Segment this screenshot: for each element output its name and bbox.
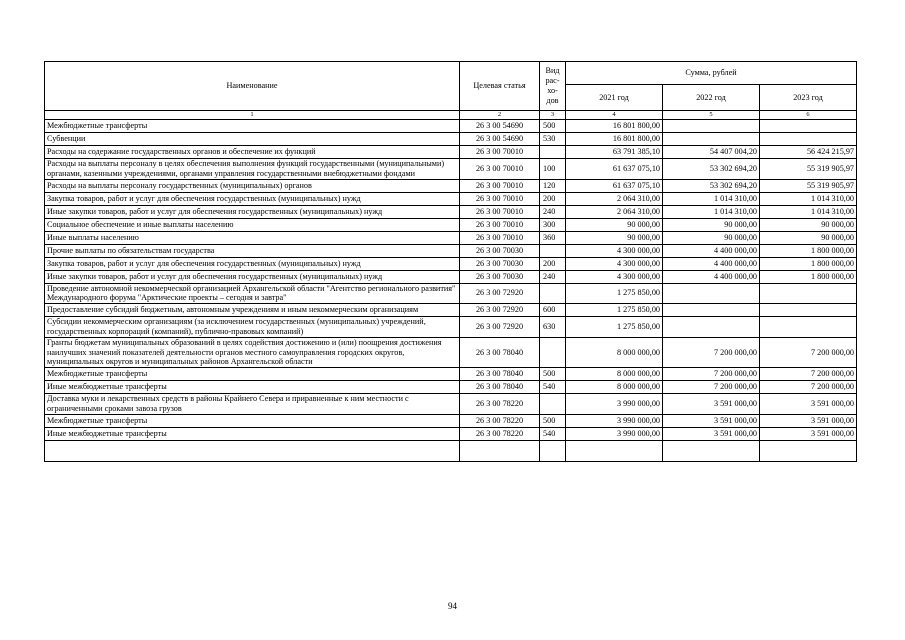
row-sum-2023-cell: 56 424 215,97 xyxy=(760,146,857,159)
row-expense-type-cell: 120 xyxy=(540,179,566,192)
table-row xyxy=(45,146,857,159)
table-row xyxy=(45,257,857,270)
row-target-article-cell: 26 3 00 70010 xyxy=(460,159,540,180)
table-row xyxy=(45,244,857,257)
header-year-2021: 2021 год xyxy=(566,85,663,111)
row-target-article-cell: 26 3 00 70010 xyxy=(460,218,540,231)
row-target-article-cell: 26 3 00 72920 xyxy=(460,283,540,304)
row-sum-2023-cell: 3 591 000,00 xyxy=(760,427,857,440)
table-row xyxy=(45,133,857,146)
row-name-cell: Закупка товаров, работ и услуг для обеспечения государственных (муниципальных) нужд xyxy=(45,192,460,205)
row-sum-2022-cell: 3 591 000,00 xyxy=(663,394,760,415)
table-row xyxy=(45,337,857,367)
row-name-cell: Иные межбюджетные трансферты xyxy=(45,381,460,394)
row-expense-type-cell: 500 xyxy=(540,368,566,381)
table-row xyxy=(45,205,857,218)
row-expense-type-cell: 500 xyxy=(540,120,566,133)
empty-row xyxy=(45,440,857,461)
table-row xyxy=(45,159,857,180)
row-sum-2021-cell: 8 000 000,00 xyxy=(566,381,663,394)
header-row-top xyxy=(45,62,857,85)
page-number: 94 xyxy=(448,601,457,611)
row-target-article-cell: 26 3 00 70010 xyxy=(460,179,540,192)
row-target-article-cell: 26 3 00 78040 xyxy=(460,368,540,381)
row-target-article-cell: 26 3 00 70010 xyxy=(460,146,540,159)
row-sum-2023-cell: 1 800 000,00 xyxy=(760,270,857,283)
row-target-article-cell: 26 3 00 70010 xyxy=(460,205,540,218)
row-expense-type-cell: 200 xyxy=(540,257,566,270)
row-target-article-cell: 26 3 00 78220 xyxy=(460,394,540,415)
row-target-article-cell: 26 3 00 78040 xyxy=(460,337,540,367)
table-row xyxy=(45,414,857,427)
row-name-cell: Межбюджетные трансферты xyxy=(45,120,460,133)
row-expense-type-cell: 100 xyxy=(540,159,566,180)
table-row xyxy=(45,192,857,205)
column-number: 1 xyxy=(45,111,460,120)
row-expense-type-cell: 240 xyxy=(540,205,566,218)
empty-cell xyxy=(760,440,857,461)
table-row xyxy=(45,381,857,394)
table-row xyxy=(45,283,857,304)
row-sum-2021-cell: 63 791 385,10 xyxy=(566,146,663,159)
empty-cell xyxy=(45,440,460,461)
row-name-cell: Межбюджетные трансферты xyxy=(45,414,460,427)
column-number: 5 xyxy=(663,111,760,120)
row-sum-2021-cell: 2 064 310,00 xyxy=(566,205,663,218)
row-expense-type-cell: 600 xyxy=(540,304,566,317)
header-name: Наименование xyxy=(45,62,460,111)
row-expense-type-cell: 540 xyxy=(540,427,566,440)
column-number-row xyxy=(45,111,857,120)
table-row xyxy=(45,218,857,231)
column-number: 2 xyxy=(460,111,540,120)
row-sum-2023-cell: 55 319 905,97 xyxy=(760,159,857,180)
row-name-cell: Закупка товаров, работ и услуг для обеспечения государственных (муниципальных) нужд xyxy=(45,257,460,270)
budget-table xyxy=(44,61,857,462)
row-sum-2022-cell: 90 000,00 xyxy=(663,218,760,231)
row-target-article-cell: 26 3 00 70030 xyxy=(460,257,540,270)
row-target-article-cell: 26 3 00 70010 xyxy=(460,231,540,244)
header-expense-type: Вид рас- хо- дов xyxy=(540,62,566,111)
row-name-cell: Иные межбюджетные трансферты xyxy=(45,427,460,440)
row-sum-2022-cell xyxy=(663,304,760,317)
row-target-article-cell: 26 3 00 78040 xyxy=(460,381,540,394)
row-sum-2022-cell: 1 014 310,00 xyxy=(663,192,760,205)
row-target-article-cell: 26 3 00 54690 xyxy=(460,120,540,133)
row-sum-2021-cell: 1 275 850,00 xyxy=(566,317,663,338)
row-sum-2023-cell: 1 014 310,00 xyxy=(760,192,857,205)
row-sum-2023-cell: 90 000,00 xyxy=(760,231,857,244)
column-number: 3 xyxy=(540,111,566,120)
row-name-cell: Проведение автономной некоммерческой организацией Архангельской области "Агентство регионального развития" Международного форума "Арктические проекты – сегодня и завтра" xyxy=(45,283,460,304)
row-sum-2023-cell: 1 014 310,00 xyxy=(760,205,857,218)
row-sum-2021-cell: 61 637 075,10 xyxy=(566,179,663,192)
row-expense-type-cell: 360 xyxy=(540,231,566,244)
row-expense-type-cell: 200 xyxy=(540,192,566,205)
row-sum-2023-cell: 1 800 000,00 xyxy=(760,257,857,270)
row-target-article-cell: 26 3 00 78220 xyxy=(460,427,540,440)
row-target-article-cell: 26 3 00 70030 xyxy=(460,244,540,257)
row-name-cell: Субвенции xyxy=(45,133,460,146)
row-sum-2022-cell: 3 591 000,00 xyxy=(663,414,760,427)
row-expense-type-cell: 240 xyxy=(540,270,566,283)
row-name-cell: Межбюджетные трансферты xyxy=(45,368,460,381)
row-sum-2021-cell: 2 064 310,00 xyxy=(566,192,663,205)
row-sum-2021-cell: 3 990 000,00 xyxy=(566,394,663,415)
row-sum-2023-cell xyxy=(760,283,857,304)
row-sum-2022-cell: 3 591 000,00 xyxy=(663,427,760,440)
table-row xyxy=(45,317,857,338)
row-expense-type-cell xyxy=(540,146,566,159)
row-sum-2021-cell: 90 000,00 xyxy=(566,231,663,244)
row-sum-2022-cell: 54 407 004,20 xyxy=(663,146,760,159)
table-row xyxy=(45,394,857,415)
row-name-cell: Прочие выплаты по обязательствам государства xyxy=(45,244,460,257)
table-row xyxy=(45,231,857,244)
row-name-cell: Предоставление субсидий бюджетным, автономным учреждениям и иным некоммерческим организациям xyxy=(45,304,460,317)
row-sum-2021-cell: 4 300 000,00 xyxy=(566,270,663,283)
row-target-article-cell: 26 3 00 72920 xyxy=(460,304,540,317)
row-sum-2021-cell: 4 300 000,00 xyxy=(566,244,663,257)
row-target-article-cell: 26 3 00 72920 xyxy=(460,317,540,338)
row-sum-2023-cell xyxy=(760,120,857,133)
table-row xyxy=(45,270,857,283)
row-name-cell: Иные закупки товаров, работ и услуг для обеспечения государственных (муниципальных) нужд xyxy=(45,270,460,283)
table-body xyxy=(45,120,857,462)
row-sum-2023-cell: 7 200 000,00 xyxy=(760,381,857,394)
row-expense-type-cell xyxy=(540,337,566,367)
row-name-cell: Иные закупки товаров, работ и услуг для обеспечения государственных (муниципальных) нужд xyxy=(45,205,460,218)
row-name-cell: Расходы на содержание государственных органов и обеспечение их функций xyxy=(45,146,460,159)
row-name-cell: Субсидии некоммерческим организациям (за исключением государственных (муниципальных) учреждений, государственных корпораций (компаний), публично-правовых компаний) xyxy=(45,317,460,338)
row-sum-2023-cell: 55 319 905,97 xyxy=(760,179,857,192)
row-name-cell: Иные выплаты населению xyxy=(45,231,460,244)
table-row xyxy=(45,427,857,440)
row-expense-type-cell: 500 xyxy=(540,414,566,427)
row-sum-2021-cell: 3 990 000,00 xyxy=(566,414,663,427)
row-sum-2022-cell: 7 200 000,00 xyxy=(663,368,760,381)
row-sum-2021-cell: 4 300 000,00 xyxy=(566,257,663,270)
row-sum-2022-cell xyxy=(663,133,760,146)
table-row xyxy=(45,120,857,133)
row-sum-2022-cell xyxy=(663,120,760,133)
row-target-article-cell: 26 3 00 70030 xyxy=(460,270,540,283)
row-sum-2021-cell: 90 000,00 xyxy=(566,218,663,231)
row-expense-type-cell: 540 xyxy=(540,381,566,394)
row-sum-2022-cell: 53 302 694,20 xyxy=(663,159,760,180)
row-name-cell: Гранты бюджетам муниципальных образований в целях содействия достижению и (или) поощрения достижения наилучших значений показателей деятельности органов местного самоуправления городских округов, муниципальных округов и муниципальных районов Архангельской области xyxy=(45,337,460,367)
row-sum-2022-cell: 4 400 000,00 xyxy=(663,270,760,283)
row-target-article-cell: 26 3 00 70010 xyxy=(460,192,540,205)
row-sum-2021-cell: 1 275 850,00 xyxy=(566,283,663,304)
header-target-article: Целевая статья xyxy=(460,62,540,111)
table-row xyxy=(45,368,857,381)
row-sum-2023-cell xyxy=(760,304,857,317)
row-sum-2022-cell: 7 200 000,00 xyxy=(663,381,760,394)
row-sum-2023-cell: 3 591 000,00 xyxy=(760,394,857,415)
row-sum-2022-cell: 4 400 000,00 xyxy=(663,257,760,270)
row-sum-2023-cell: 1 800 000,00 xyxy=(760,244,857,257)
row-sum-2022-cell: 7 200 000,00 xyxy=(663,337,760,367)
table-row xyxy=(45,304,857,317)
row-target-article-cell: 26 3 00 54690 xyxy=(460,133,540,146)
header-year-2022: 2022 год xyxy=(663,85,760,111)
row-expense-type-cell xyxy=(540,394,566,415)
row-sum-2023-cell xyxy=(760,133,857,146)
header-sum: Сумма, рублей xyxy=(566,62,857,85)
row-sum-2021-cell: 61 637 075,10 xyxy=(566,159,663,180)
column-number: 4 xyxy=(566,111,663,120)
row-target-article-cell: 26 3 00 78220 xyxy=(460,414,540,427)
row-sum-2022-cell: 1 014 310,00 xyxy=(663,205,760,218)
empty-cell xyxy=(460,440,540,461)
empty-cell xyxy=(663,440,760,461)
row-expense-type-cell xyxy=(540,244,566,257)
column-number: 6 xyxy=(760,111,857,120)
row-name-cell: Социальное обеспечение и иные выплаты населению xyxy=(45,218,460,231)
row-sum-2022-cell xyxy=(663,283,760,304)
row-sum-2021-cell: 16 801 800,00 xyxy=(566,133,663,146)
row-expense-type-cell: 300 xyxy=(540,218,566,231)
row-sum-2021-cell: 8 000 000,00 xyxy=(566,337,663,367)
header-year-2023: 2023 год xyxy=(760,85,857,111)
row-sum-2021-cell: 8 000 000,00 xyxy=(566,368,663,381)
row-sum-2023-cell: 7 200 000,00 xyxy=(760,337,857,367)
row-sum-2021-cell: 1 275 850,00 xyxy=(566,304,663,317)
row-sum-2023-cell: 7 200 000,00 xyxy=(760,368,857,381)
row-name-cell: Доставка муки и лекарственных средств в районы Крайнего Севера и приравненные к ним местности с ограниченными сроками завоза грузов xyxy=(45,394,460,415)
row-expense-type-cell: 530 xyxy=(540,133,566,146)
row-sum-2022-cell: 53 302 694,20 xyxy=(663,179,760,192)
row-expense-type-cell: 630 xyxy=(540,317,566,338)
empty-cell xyxy=(540,440,566,461)
table-row xyxy=(45,179,857,192)
row-sum-2023-cell: 90 000,00 xyxy=(760,218,857,231)
row-name-cell: Расходы на выплаты персоналу в целях обеспечения выполнения функций государственными (муниципальными) органами, казенными учреждениями, органами управления государственными внебюджетными фондами xyxy=(45,159,460,180)
row-sum-2022-cell: 4 400 000,00 xyxy=(663,244,760,257)
row-sum-2023-cell xyxy=(760,317,857,338)
row-sum-2022-cell xyxy=(663,317,760,338)
empty-cell xyxy=(566,440,663,461)
row-sum-2022-cell: 90 000,00 xyxy=(663,231,760,244)
row-name-cell: Расходы на выплаты персоналу государственных (муниципальных) органов xyxy=(45,179,460,192)
row-sum-2021-cell: 16 801 800,00 xyxy=(566,120,663,133)
row-sum-2021-cell: 3 990 000,00 xyxy=(566,427,663,440)
row-expense-type-cell xyxy=(540,283,566,304)
row-sum-2023-cell: 3 591 000,00 xyxy=(760,414,857,427)
